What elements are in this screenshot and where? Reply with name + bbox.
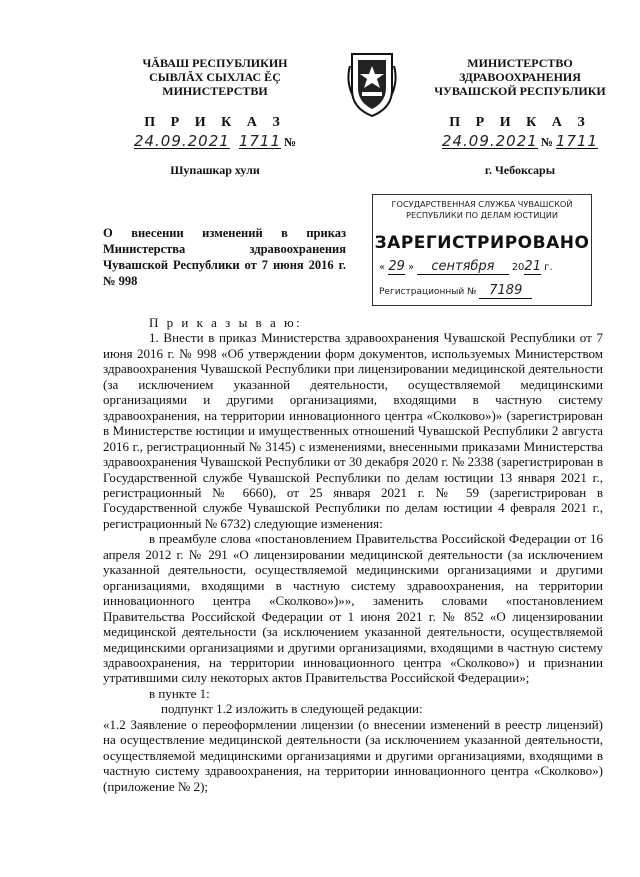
header-left-line2: СЫВЛĂХ СЫХЛАС ĔÇ — [149, 70, 281, 84]
body-paragraph-2: в преамбуле слова «постановлением Правительства Российской Федерации от 16 апреля 2012 г. № 291 «О лицензировании медицинской деятельности (за исключением указанной деятельности, осуществляемой медицинскими организациями и другими организациями, входящими в частную систему здравоохранения, на территории инновационного центра «Сколково»)»», заменить словами «постановлением Правительства Российской Федерации от 1 июня 2021 г. № 852 «О лицензировании медицинской деятельности (за исключением указанной деятельности, осуществляемой медицинскими организациями и другими организациями, входящими в частную систему здравоохранения, на территории инновационного центра «Сколково») и признании утратившими силу некоторых актов Правительства Российской Федерации»; — [103, 531, 603, 686]
stamp-year: 21 — [524, 259, 541, 274]
stamp-reg-label: Регистрационный № — [379, 287, 477, 297]
body-paragraph-3: в пункте 1: — [149, 685, 210, 701]
order-date-left: 24.09.2021 — [133, 132, 230, 150]
stamp-quote-close: » — [408, 262, 415, 273]
header-left — [116, 56, 314, 177]
stamp-reg-number: 7189 — [479, 283, 532, 299]
stamp-header-line2: РЕСПУБЛИКИ ПО ДЕЛАМ ЮСТИЦИИ — [406, 210, 558, 220]
number-sign-left: № — [284, 135, 297, 149]
order-word-left: П Р И К А З — [144, 115, 286, 130]
header-left-line1: ЧĂВАШ РЕСПУБЛИКИН — [142, 56, 288, 70]
coat-of-arms-icon — [344, 50, 400, 120]
stamp-registration — [379, 283, 589, 299]
header-right — [420, 56, 620, 177]
stamp-title: ЗАРЕГИСТРИРОВАНО — [374, 233, 590, 253]
header-right-line3: ЧУВАШСКОЙ РЕСПУБЛИКИ — [434, 84, 606, 98]
place-left: Шупашкар хули — [170, 163, 260, 177]
stamp-header-line1: ГОСУДАРСТВЕННАЯ СЛУЖБА ЧУВАШСКОЙ — [391, 199, 573, 209]
order-word-right: П Р И К А З — [449, 115, 591, 130]
order-date-right: 24.09.2021 — [441, 132, 538, 150]
order-number-left: 1711 — [238, 132, 281, 150]
stamp-quote-open: « — [379, 262, 386, 273]
registration-stamp — [372, 194, 592, 306]
stamp-month: сентября — [417, 259, 508, 275]
stamp-year-suffix: г. — [544, 262, 553, 273]
header-left-line3: МИНИСТЕРСТВИ — [162, 84, 268, 98]
order-body — [103, 315, 603, 794]
order-number-right: 1711 — [555, 132, 599, 150]
stamp-day: 29 — [388, 259, 405, 274]
body-intro: П р и к а з ы в а ю: — [149, 315, 303, 330]
stamp-year-prefix: 20 — [511, 262, 525, 273]
header-right-line2: ЗДРАВООХРАНЕНИЯ — [459, 70, 581, 84]
stamp-date — [379, 259, 589, 275]
place-right: г. Чебоксары — [484, 163, 556, 177]
order-subject: О внесении изменений в приказ Министерства здравоохранения Чувашской Республики от 7 июня 2016 г. № 998 — [103, 226, 346, 288]
number-sign-right: № — [540, 135, 553, 149]
body-paragraph-4: подпункт 1.2 изложить в следующей редакции: — [161, 701, 423, 717]
stamp-header — [377, 199, 587, 221]
header-right-line1: МИНИСТЕРСТВО — [467, 56, 573, 70]
body-paragraph-5: «1.2 Заявление о переоформлении лицензии (о внесении изменений в реестр лицензий) на осуществление медицинской деятельности (за исключением указанной деятельности, осуществляемой медицинскими организациями и другими организациями, входящими в частную систему здравоохранения, на территории инновационного центра «Сколково») (приложение № 2); — [103, 716, 603, 794]
body-paragraph-1: 1. Внести в приказ Министерства здравоохранения Чувашской Республики от 7 июня 2016 г. № 998 «Об утверждении форм документов, используемых Министерством здравоохранения Чувашской Республики при лицензировании медицинской деятельности (за исключением указанной деятельности, осуществляемой медицинскими организациями и другими организациями, входящими в частную систему здравоохранения, на территории инновационного центра «Сколково»)» (зарегистрирован в Министерстве юстиции и имущественных отношений Чувашской Республики 2 августа 2016 г., регистрационный № 3145) с изменениями, внесенными приказами Министерства здравоохранения Чувашской Республики от 30 декабря 2020 г. № 2338 (зарегистрирован в Государственной службе Чувашской Республики по делам юстиции 13 января 2021 г., регистрационный № 6660), от 25 января 2021 г. № 59 (зарегистрирован в Государственной службе Чувашской Республики по делам юстиции 4 февраля 2021 г., регистрационный № 6732) следующие изменения: — [103, 330, 603, 531]
